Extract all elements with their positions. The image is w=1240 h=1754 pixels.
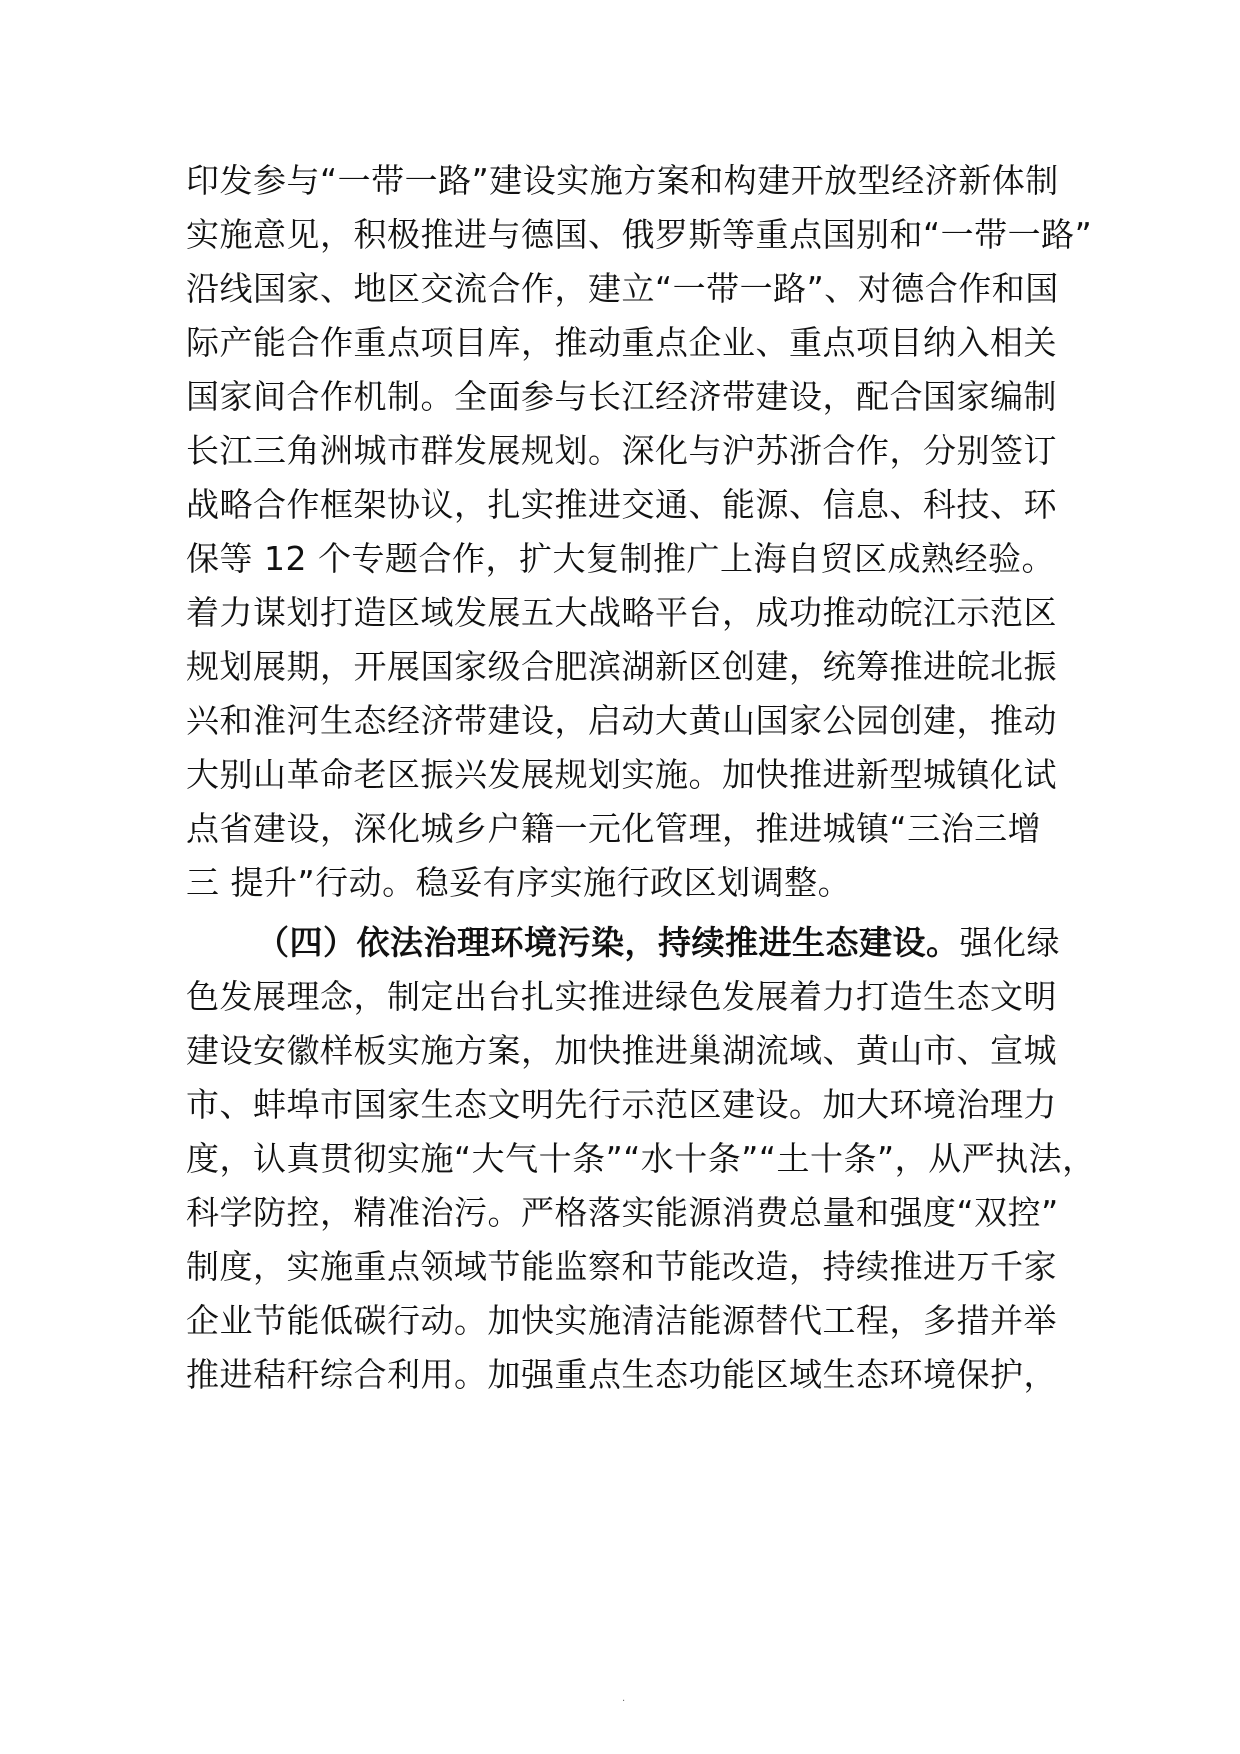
text-line: 市、蚌埠市国家生态文明先行示范区建设。加大环境治理力 <box>186 1085 1057 1124</box>
text-line: 国家间合作机制。全面参与长江经济带建设，配合国家编制 <box>186 377 1057 416</box>
text-line: 色发展理念，制定出台扎实推进绿色发展着力打造生态文明 <box>186 977 1057 1016</box>
text-line: 度，认真贯彻实施“大气十条”“水十条”“土十条”，从严执法， <box>186 1139 1096 1178</box>
text-line: 科学防控，精准治污。严格落实能源消费总量和强度“双控” <box>186 1193 1059 1232</box>
section-heading-line <box>186 916 1066 970</box>
text-line: 点省建设，深化城乡户籍一元化管理，推进城镇“三治三增 <box>186 809 1042 848</box>
text-line: 际产能合作重点项目库，推动重点企业、重点项目纳入相关 <box>186 323 1057 362</box>
text-line: 推进秸秆综合利用。加强重点生态功能区域生态环境保护， <box>186 1355 1057 1394</box>
text-line: 沿线国家、地区交流合作，建立“一带一路”、对德合作和国 <box>186 269 1059 308</box>
text-line: 建设安徽样板实施方案，加快推进巢湖流域、黄山市、宣城 <box>186 1031 1057 1070</box>
text-line: 长江三角洲城市群发展规划。深化与沪苏浙合作，分别签订 <box>186 431 1057 470</box>
page-footer-mark: . <box>622 1693 626 1704</box>
text-line: 印发参与“一带一路”建设实施方案和构建开放型经济新体制 <box>186 161 1059 200</box>
text-line: 保等 12 个专题合作，扩大复制推广上海自贸区成熟经验。 <box>186 539 1055 578</box>
text-line: 三 提升”行动。稳妥有序实施行政区划调整。 <box>186 863 852 902</box>
text-line: 制度，实施重点领域节能监察和节能改造，持续推进万千家 <box>186 1247 1057 1286</box>
section-heading: （四）依法治理环境污染，持续推进生态建设。 <box>256 923 960 962</box>
text-line: 战略合作框架协议，扎实推进交通、能源、信息、科技、环 <box>186 485 1057 524</box>
text-line: 兴和淮河生态经济带建设，启动大黄山国家公园创建，推动 <box>186 701 1057 740</box>
text-line: 实施意见，积极推进与德国、俄罗斯等重点国别和“一带一路” <box>186 215 1093 254</box>
text-line: 规划展期，开展国家级合肥滨湖新区创建，统筹推进皖北振 <box>186 647 1057 686</box>
text-line: 大别山革命老区振兴发展规划实施。加快推进新型城镇化试 <box>186 755 1057 794</box>
text-segment: 强化绿 <box>959 923 1060 962</box>
text-line: 着力谋划打造区域发展五大战略平台，成功推动皖江示范区 <box>186 593 1057 632</box>
text-line: 企业节能低碳行动。加快实施清洁能源替代工程，多措并举 <box>186 1301 1057 1340</box>
body-text <box>186 154 1096 1402</box>
